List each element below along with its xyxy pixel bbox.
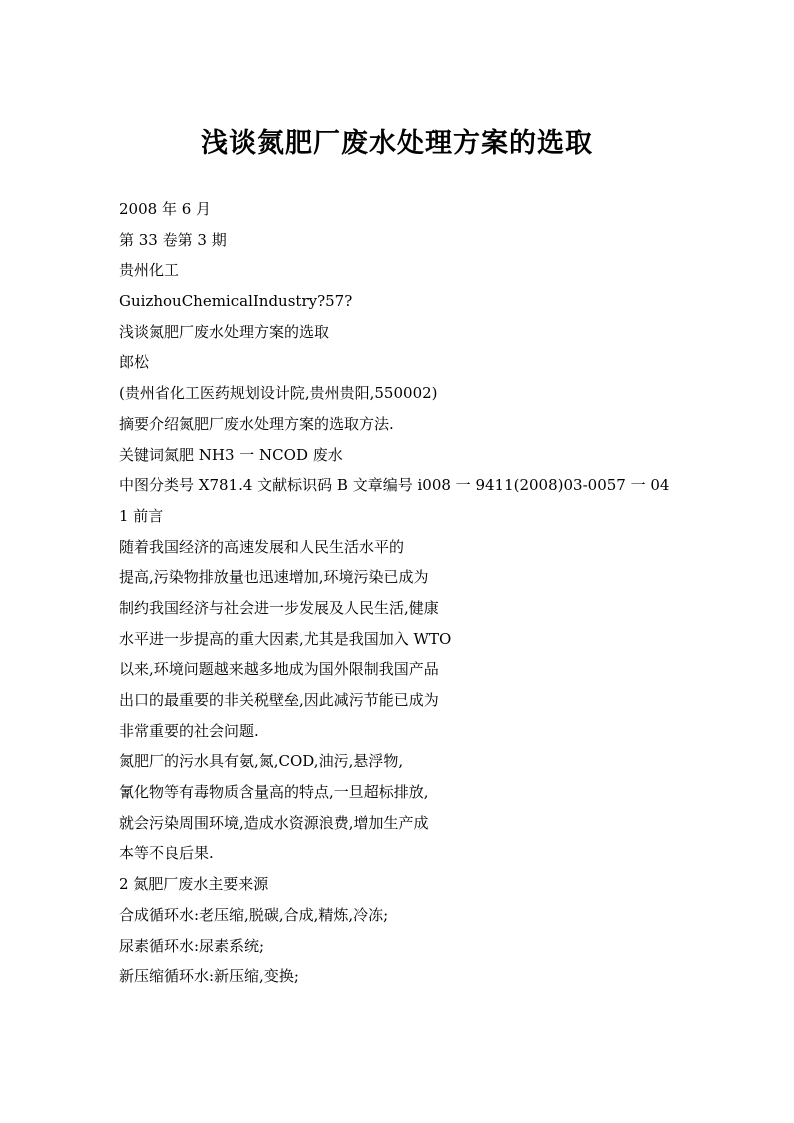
paragraph-line: 非常重要的社会问题.	[119, 721, 259, 740]
section-heading-introduction: 1 前言	[119, 506, 164, 525]
paragraph-line: 本等不良后果.	[119, 844, 214, 863]
author-line: 郎松	[119, 353, 150, 372]
abstract-line: 摘要介绍氮肥厂废水处理方案的选取方法.	[119, 414, 394, 433]
list-line: 合成循环水:老压缩,脱碳,合成,精炼,冷冻;	[119, 905, 389, 924]
article-title-line: 浅谈氮肥厂废水处理方案的选取	[119, 322, 330, 341]
section-heading-wastewater-sources: 2 氮肥厂废水主要来源	[119, 875, 269, 894]
journal-english-name-line: GuizhouChemicalIndustry?57?	[119, 292, 353, 311]
list-line: 尿素循环水:尿素系统;	[119, 936, 265, 955]
paragraph-line: 就会污染周围环境,造成水资源浪费,增加生产成	[119, 813, 429, 832]
paragraph-line: 氮肥厂的污水具有氨,氮,COD,油污,悬浮物,	[119, 752, 404, 771]
document-title: 浅谈氮肥厂废水处理方案的选取	[201, 128, 593, 159]
volume-issue-line: 第 33 卷第 3 期	[119, 230, 227, 249]
paragraph-line: 水平进一步提高的重大因素,尤其是我国加入 WTO	[119, 629, 452, 648]
paragraph-line: 随着我国经济的高速发展和人民生活水平的	[119, 537, 405, 556]
paragraph-line: 氰化物等有毒物质含量高的特点,一旦超标排放,	[119, 783, 429, 802]
paragraph-line: 提高,污染物排放量也迅速增加,环境污染已成为	[119, 568, 429, 587]
classification-line: 中图分类号 X781.4 文献标识码 B 文章编号 i008 一 9411(2008)03-0057 一 04	[119, 476, 670, 495]
date-line: 2008 年 6 月	[119, 200, 212, 218]
list-line: 新压缩循环水:新压缩,变换;	[119, 967, 299, 986]
journal-name-line: 贵州化工	[119, 261, 180, 280]
paragraph-line: 出口的最重要的非关税壁垒,因此减污节能已成为	[119, 691, 439, 709]
affiliation-line: (贵州省化工医药规划设计院,贵州贵阳,550002)	[119, 384, 438, 403]
paragraph-line: 制约我国经济与社会进一步发展及人民生活,健康	[119, 598, 439, 617]
paragraph-line: 以来,环境问题越来越多地成为国外限制我国产品	[119, 660, 439, 679]
keywords-line: 关键词氮肥 NH3 一 NCOD 废水	[119, 445, 343, 464]
document-body	[119, 194, 739, 992]
